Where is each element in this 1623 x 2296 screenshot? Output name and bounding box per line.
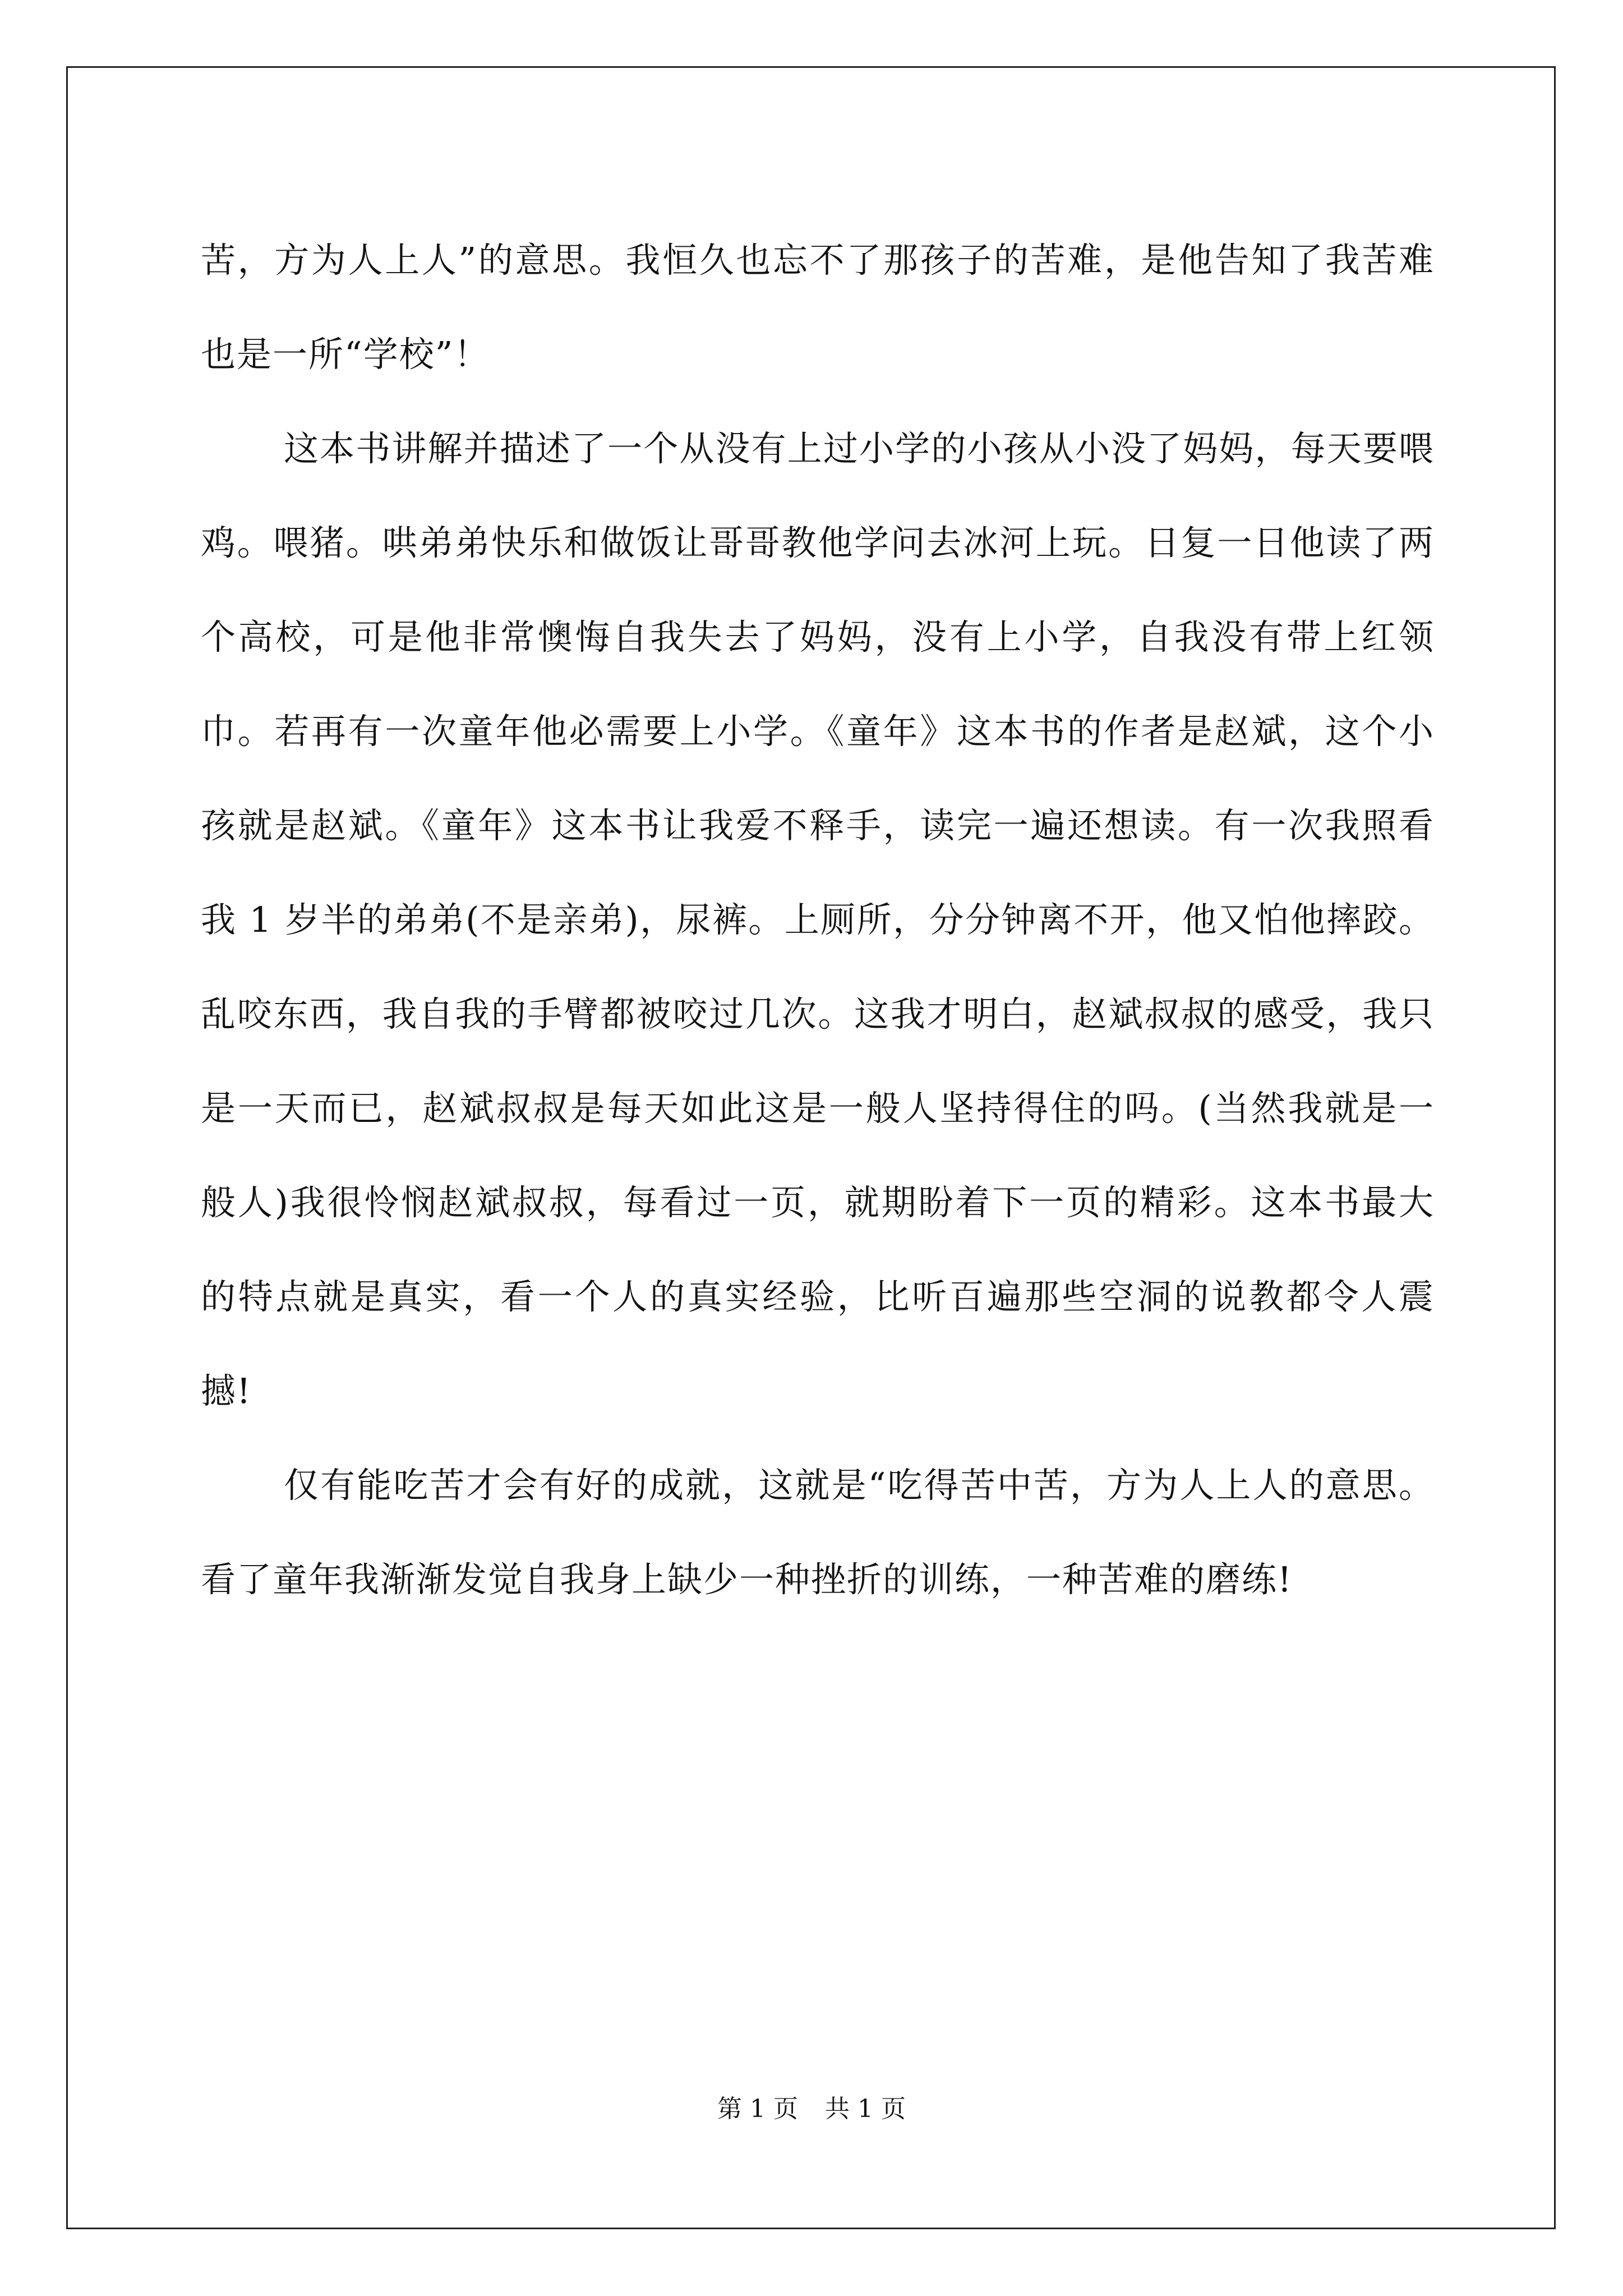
document-body (201, 213, 1435, 1627)
page-footer (0, 2092, 1623, 2126)
page-number-total: 共 1 页 (825, 2095, 906, 2123)
page-number-current: 第 1 页 (717, 2095, 798, 2123)
paragraph-1: 苦，方为人上人”的意思。我恒久也忘不了那孩子的苦难，是他告知了我苦难也是一所“学校”！ (201, 240, 1435, 375)
paragraph-2: 这本书讲解并描述了一个从没有上过小学的小孩从小没了妈妈，每天要喂鸡。喂猪。哄弟弟快乐和做饭让哥哥教他学问去冰河上玩。日复一日他读了两个高校，可是他非常懊悔自我失去了妈妈，没有上小学，自我没有带上红领巾。若再有一次童年他必需要上小学。《童年》这本书的作者是赵斌，这个小孩就是赵斌。《童年》这本书让我爱不释手，读完一遍还想读。有一次我照看我 1 岁半的弟弟(不是亲弟)，尿裤。上厕所，分分钟离不开，他又怕他摔跤。乱咬东西，我自我的手臂都被咬过几次。这我才明白，赵斌叔叔的感受，我只是一天而已，赵斌叔叔是每天如此这是一般人坚持得住的吗。(当然我就是一般人)我很怜悯赵斌叔叔，每看过一页，就期盼着下一页的精彩。这本书最大的特点就是真实，看一个人的真实经验，比听百遍那些空洞的说教都令人震撼! (201, 428, 1435, 1411)
paragraph-3: 仅有能吃苦才会有好的成就，这就是“吃得苦中苦，方为人上人的意思。看了童年我渐渐发觉自我身上缺少一种挫折的训练，一种苦难的磨练! (201, 1465, 1435, 1600)
